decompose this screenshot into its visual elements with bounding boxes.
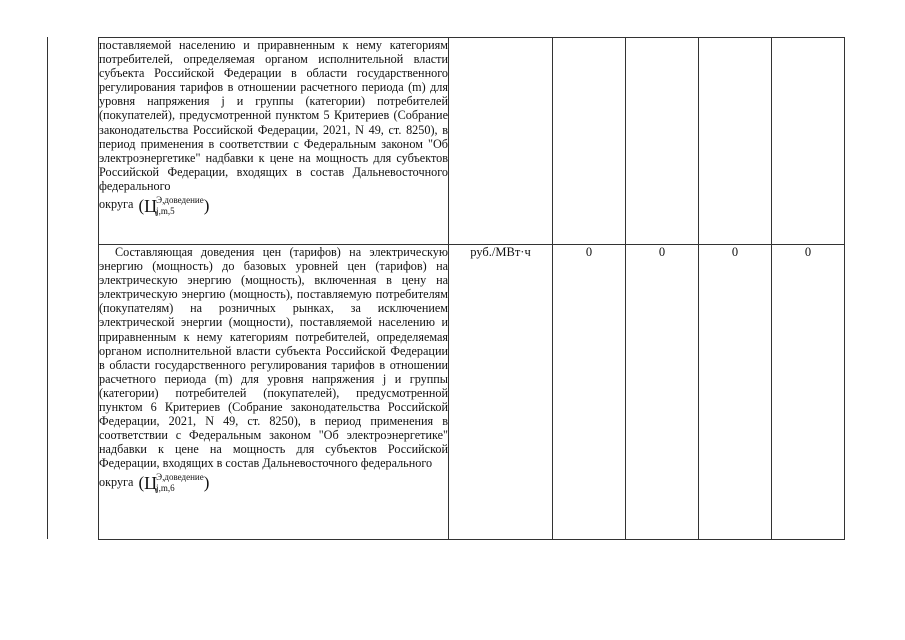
value-cell: 0 xyxy=(626,245,699,540)
formula-close-paren: ) xyxy=(203,195,210,215)
value-cell: 0 xyxy=(772,245,845,540)
formula-letter: Ц xyxy=(144,473,158,494)
last-line-text: округа xyxy=(99,197,134,212)
formula-symbol xyxy=(139,195,210,216)
formula-open-paren: ( xyxy=(138,195,145,215)
formula-superscript: Э,доведение xyxy=(156,472,204,483)
page-margin-rule xyxy=(47,37,48,539)
description-paragraph: Составляющая доведения цен (тарифов) на электрическую энергию (мощность) до базовых уровней цен (тарифов) на электрическую энергию (мощность), включенная в цену на электрическую энергию (мощность), поставляемую потребителям (покупателям) на розничных рынках, за исключением электрической энергии (мощности), поставляемой населению и приравненным к нему категориям потребителей, определяемая органом исполнительной власти субъекта Российской Федерации в области государственного регулирования тарифов в отношении расчетного периода (m) для уровня напряжения j и группы (категории) потребителей (покупателей), предусмотренной пунктом 6 Критериев (Собрание законодательства Российской Федерации, 2021, N 49, ст. 8250), в период применения в соответствии с Федеральным законом "Об электроэнергетике" надбавки к цене на мощность для субъектов Российской Федерации, входящих в состав Дальневосточного федерального xyxy=(99,245,448,471)
value-cell xyxy=(553,38,626,245)
formula-symbol xyxy=(139,472,210,493)
tariff-table xyxy=(98,37,845,540)
value-cell xyxy=(699,38,772,245)
formula-subscript: j,m,6 xyxy=(156,483,175,494)
formula-letter: Ц xyxy=(144,195,158,216)
description-last-line xyxy=(99,472,448,494)
formula-open-paren: ( xyxy=(138,473,145,493)
formula-close-paren: ) xyxy=(203,473,210,493)
formula-subscript: j,m,5 xyxy=(156,205,175,216)
description-cell xyxy=(99,38,449,245)
description-last-line xyxy=(99,194,448,216)
unit-cell xyxy=(449,38,553,245)
formula-scripts xyxy=(156,196,204,216)
table-row xyxy=(99,245,845,540)
value-cell: 0 xyxy=(553,245,626,540)
description-cell xyxy=(99,245,449,540)
table-row xyxy=(99,38,845,245)
value-cell: 0 xyxy=(699,245,772,540)
formula-superscript: Э,доведение xyxy=(156,194,204,205)
last-line-text: округа xyxy=(99,474,134,489)
description-paragraph: поставляемой населению и приравненным к нему категориям потребителей, определяемая органом исполнительной власти субъекта Российской Федерации в области государственного регулирования тарифов в отношении расчетного периода (m) для уровня напряжения j и группы (категории) потребителей (покупателей), предусмотренной пунктом 5 Критериев (Собрание законодательства Российской Федерации, 2021, N 49, ст. 8250), в период применения в соответствии с Федеральным законом "Об электроэнергетике" надбавки к цене на мощность для субъектов Российской Федерации, входящих в состав Дальневосточного федерального xyxy=(99,38,448,193)
unit-cell: руб./МВт·ч xyxy=(449,245,553,540)
value-cell xyxy=(626,38,699,245)
value-cell xyxy=(772,38,845,245)
formula-scripts xyxy=(156,473,204,493)
